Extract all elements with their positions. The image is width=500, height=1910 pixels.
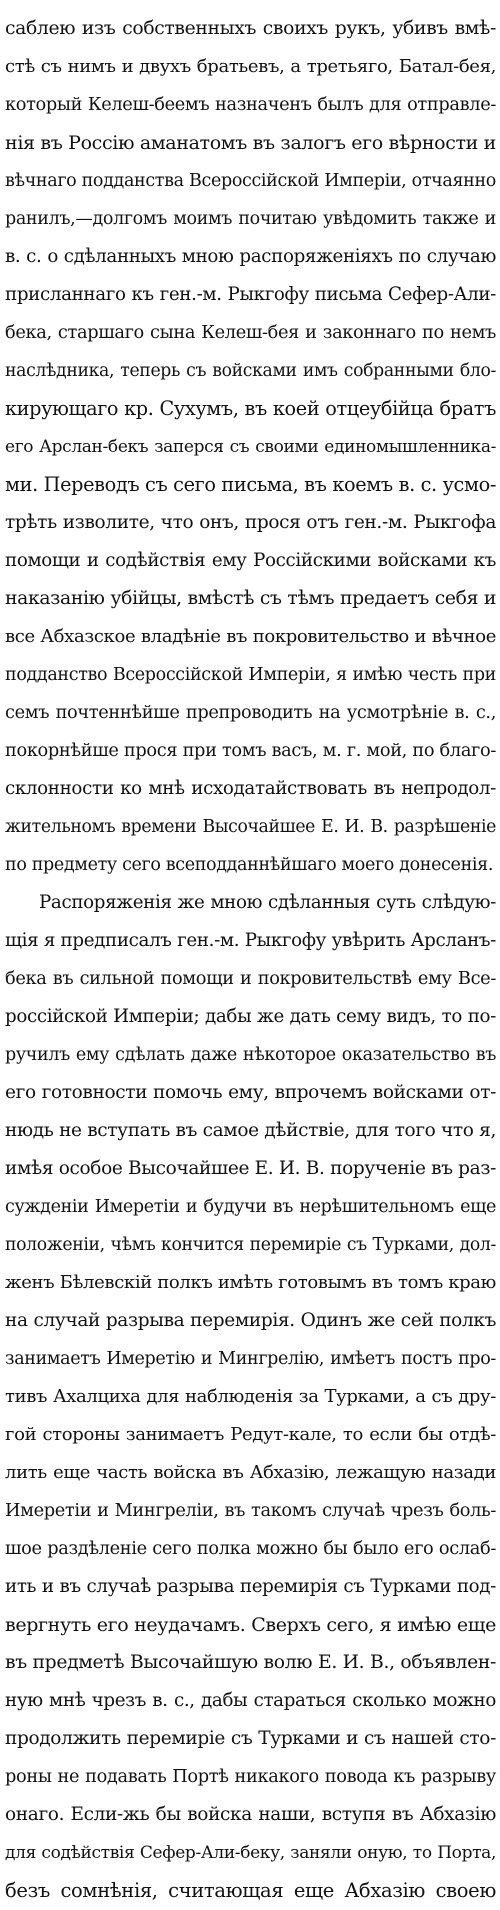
text-line: семъ почтеннѣйше препроводить на усмотрѣніе в. с.,	[5, 703, 496, 723]
text-line: продолжить перемиріе съ Турками и съ нашей сто-	[5, 1728, 496, 1749]
text-line: для содѣйствія Сефер-Али-беку, заняли оную, то Порта,	[5, 1843, 496, 1863]
text-line: ми. Переводъ съ сего письма, въ коемъ в. с. усмо-	[5, 473, 496, 496]
text-line: жительномъ времени Высочайшее Е. И. В. разрѣшеніе	[5, 817, 496, 837]
text-line: шое раздѣленіе сего полка можно бы было его ослаб-	[5, 1539, 496, 1559]
text-line: наказанію убійцы, вмѣстѣ съ тѣмъ предаетъ себя и	[5, 588, 496, 609]
text-line: покорнѣйше прося при томъ васъ, м. г. мой, по благо-	[5, 741, 496, 761]
text-line: роны не подавать Портѣ никакого повода къ разрыву	[5, 1767, 496, 1787]
text-line: онаго. Если-жь бы войска наши, вступя въ Абхазію	[5, 1804, 496, 1825]
text-line: по предмету сего всеподданнѣйшаго моего донесенія.	[5, 855, 494, 875]
text-line: Распоряженія же мною сдѣланныя суть слѣдую-	[39, 892, 496, 913]
text-line: саблею изъ собственныхъ своихъ рукъ, убивъ вмѣ-	[5, 18, 496, 39]
text-line: все Абхазское владѣніе въ покровительство и вѣчное	[5, 626, 496, 647]
text-line: ручилъ ему сдѣлать даже нѣкоторое оказательство въ	[5, 1045, 496, 1065]
text-line: женъ Бѣлевскій полкъ имѣть готовымъ въ томъ краю	[5, 1272, 496, 1293]
text-line: бека въ сильной помощи и покровительствѣ ему Все-	[5, 969, 496, 989]
text-line: который Келеш-беемъ назначенъ былъ для отправле-	[5, 95, 496, 115]
text-line: имѣя особое Высочайшее Е. И. В. порученіе въ раз-	[5, 1158, 496, 1179]
text-line: гой стороны занимаетъ Редут-кале, то если бы отдѣ-	[5, 1424, 496, 1445]
text-line: сужденіи Имеретіи и будучи въ нерѣшительномъ еще	[5, 1197, 496, 1217]
text-line: трѣть изволите, что онъ, прося отъ ген.-м. Рыкгофа	[5, 512, 496, 533]
text-line: наслѣдника, теперь съ войсками имъ собранными бло-	[5, 361, 496, 381]
text-line: положеніи, чѣмъ кончится перемиріе съ Турками, дол-	[5, 1235, 496, 1255]
text-line: стѣ съ нимъ и двухъ братьевъ, а третьяго, Батал-бея,	[5, 56, 496, 77]
text-line: вѣчнаго подданства Всероссійской Имперіи, отчаянно	[5, 171, 496, 191]
text-line: ную мнѣ чрезъ в. с., дабы стараться сколько можно	[5, 1690, 496, 1711]
text-line: подданство Всероссійской Имперіи, я имѣю честь при	[5, 665, 496, 685]
text-line: россійской Имперіи; дабы же дать сему видъ, то по-	[5, 1006, 496, 1027]
text-line: склонности ко мнѣ исходатайствовать въ непродол-	[5, 778, 496, 799]
text-line: его Арслан-бекъ заперся съ своими единомышленника-	[5, 437, 496, 457]
text-line: его готовности помочь ему, впрочемъ войсками от-	[5, 1082, 496, 1103]
text-line: кирующаго кр. Сухумъ, въ коей отцеубійца братъ	[5, 397, 496, 420]
text-line: ранилъ,—долгомъ моимъ почитаю увѣдомить также и	[5, 209, 496, 229]
text-line: вергнуть его неудачамъ. Сверхъ сего, я имѣю еще	[5, 1614, 496, 1636]
text-line: щія я предписалъ ген.-м. Рыкгофу увѣрить Арсланъ-	[5, 930, 496, 951]
text-line: занимаетъ Имеретію и Мингрелію, имѣетъ постъ про-	[5, 1349, 496, 1369]
text-line: на случай разрыва перемирія. Одинъ же сей полкъ	[5, 1310, 496, 1331]
text-line: нія въ Россію аманатомъ въ залогъ его вѣрности и	[5, 132, 496, 154]
text-line: безъ сомнѣнія, считающая еще Абхазію своею	[5, 1879, 496, 1902]
text-line: бека, старшаго сына Келеш-бея и законнаго по немъ	[5, 323, 496, 343]
text-line: тивъ Ахалциха для наблюденія за Турками, а съ дру-	[5, 1386, 496, 1407]
text-line: присланнаго къ ген.-м. Рыкгофу письма Сефер-Али-	[5, 284, 496, 305]
text-line: в. с. о сдѣланныхъ мною распоряженіяхъ по случаю	[5, 246, 496, 267]
text-line: Имеретіи и Мингреліи, въ такомъ случаѣ чрезъ боль-	[5, 1501, 496, 1521]
text-line: помощи и содѣйствія ему Россійскими войсками къ	[5, 550, 496, 571]
text-line: въ предметѣ Высочайшую волю Е. И. В., объявлен-	[5, 1652, 496, 1673]
paragraph-1	[5, 10, 496, 884]
text-line: ить и въ случаѣ разрыва перемирія съ Турками под-	[5, 1576, 496, 1597]
paragraph-2	[5, 884, 496, 1910]
text-line: нюдь не вступать въ самое дѣйствіе, для того что я,	[5, 1120, 496, 1141]
text-line: лить еще часть войска въ Абхазію, лежащую назади	[5, 1462, 496, 1483]
